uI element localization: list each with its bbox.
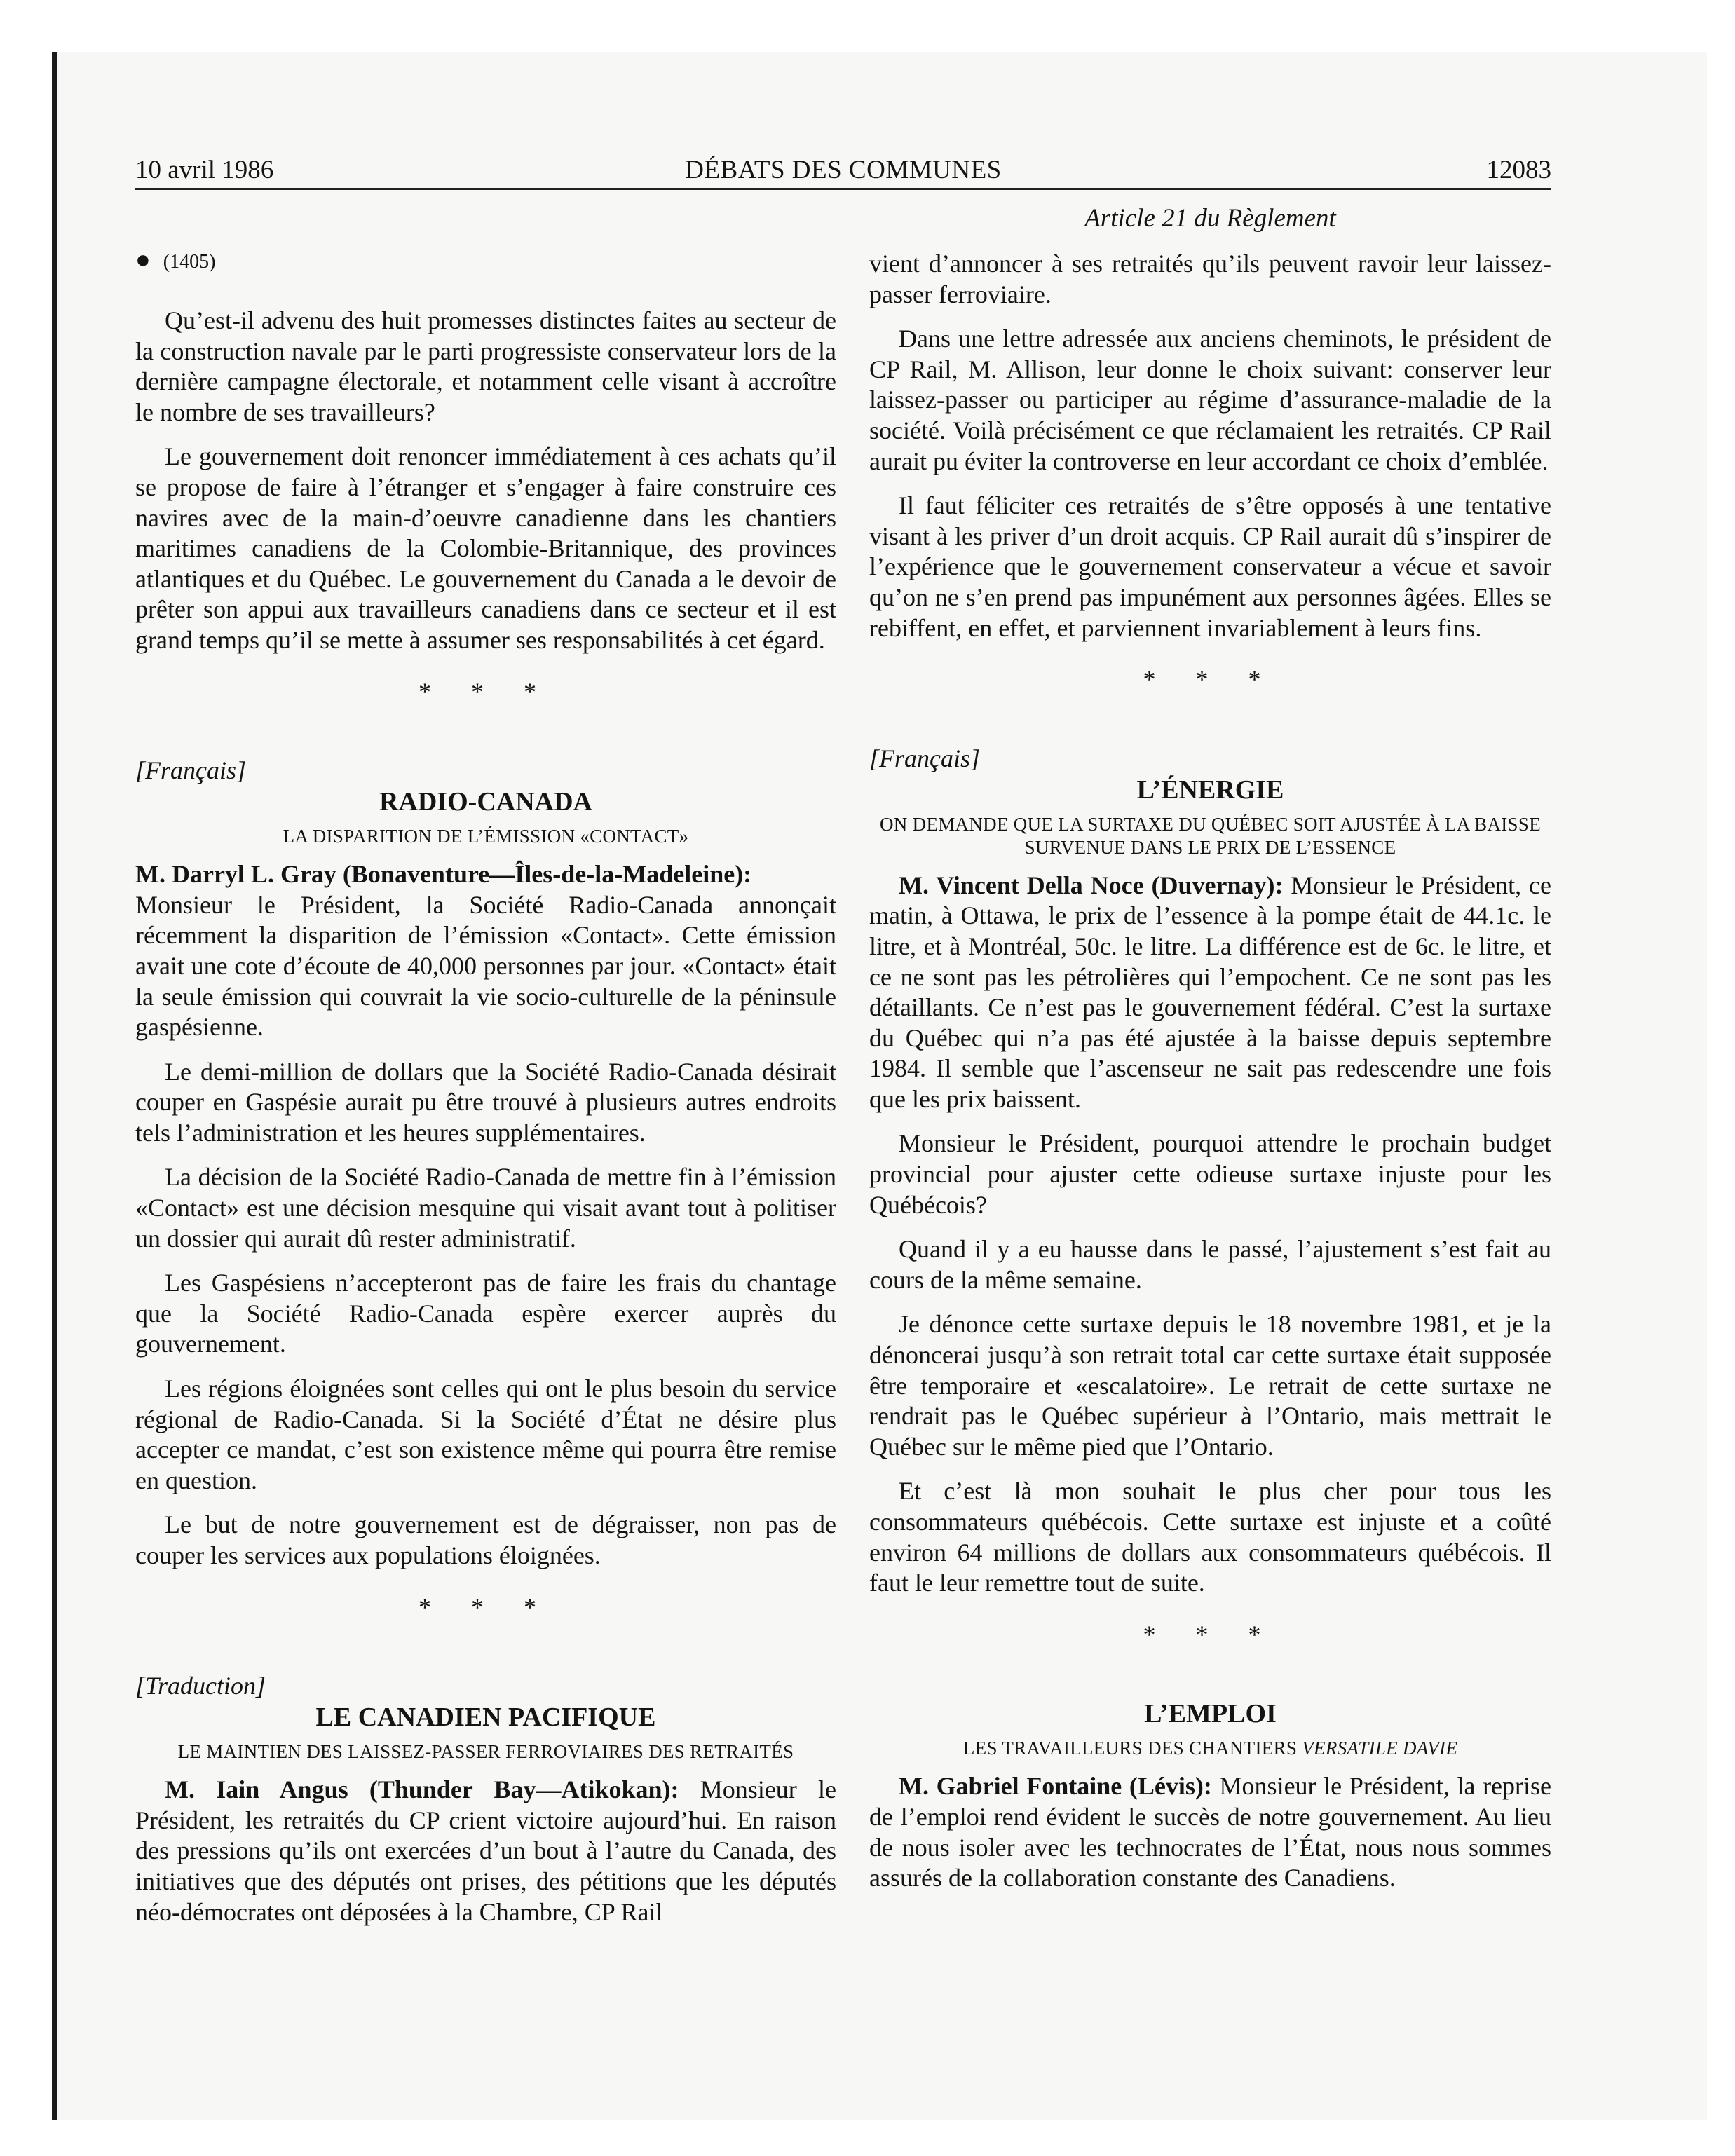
subtitle-text: LES TRAVAILLEURS DES CHANTIERS xyxy=(962,1738,1302,1759)
paragraph: Les régions éloignées sont celles qui ont le plus besoin du service régional de Radio-Canada. Si la Société d’État ne désire plus accepter ce mandat, c’est son existence même qui pourra être remise en question. xyxy=(135,1374,836,1494)
page-header xyxy=(135,153,1551,190)
speech-text: Monsieur le Président, la reprise de l’emploi rend évident le succès de notre gouvernement. Au lieu de nous isoler avec les technocrates de l’État, nous nous sommes assurés de la collaboration constante des Canadiens. xyxy=(869,1772,1552,1892)
section-separator: * * * xyxy=(1143,665,1278,694)
speaker-name: M. Iain Angus (Thunder Bay—Atikokan): xyxy=(165,1775,679,1804)
bullet-icon: ● xyxy=(135,245,151,273)
section-subtitle: LA DISPARITION DE L’ÉMISSION «CONTACT» xyxy=(283,826,689,847)
speech-paragraph xyxy=(869,1771,1551,1893)
section-title: L’EMPLOI xyxy=(1144,1699,1277,1729)
paragraph: Qu’est-il advenu des huit promesses distinctes faites au secteur de la construction navale par le parti progressiste conservateur lors de la dernière campagne électorale, et notamment celle visant à accroître le nombre de ses travailleurs? xyxy=(135,306,836,426)
timestamp xyxy=(135,245,836,276)
header-date: 10 avril 1986 xyxy=(135,156,274,184)
speech-text: Monsieur le Président, les retraités du CP crient victoire aujourd’hui. En raison des pressions qu’ils ont exercées d’un bout à l’autre du Canada, des initiatives que des députés ont prises, des pétitions que les députés néo-démocrates ont déposées à la Chambre, CP Rail xyxy=(135,1775,837,1926)
speech-paragraph xyxy=(135,1775,836,1928)
section-separator: * * * xyxy=(419,677,553,706)
timestamp-text: (1405) xyxy=(163,251,216,273)
section-title: LE CANADIEN PACIFIQUE xyxy=(315,1703,656,1733)
section-subtitle: ON DEMANDE QUE LA SURTAXE DU QUÉBEC SOIT AJUSTÉE À LA BAISSE SURVENUE DANS LE PRIX DE L’ESSENCE xyxy=(880,813,1541,858)
standing-order-label: Article 21 du Règlement xyxy=(1084,204,1336,233)
section-separator: * * * xyxy=(1143,1620,1278,1649)
paragraph: Quand il y a eu hausse dans le passé, l’ajustement s’est fait au cours de la même semaine. xyxy=(869,1235,1551,1294)
section-subtitle: LE MAINTIEN DES LAISSEZ-PASSER FERROVIAIRES DES RETRAITÉS xyxy=(177,1741,794,1763)
paragraph: Il faut féliciter ces retraités de s’être opposés à une tentative visant à les priver d’un droit acquis. CP Rail aurait dû s’inspirer de l’expérience que le gouvernement conservateur a vécue et savoir qu’on ne s’en prend pas impunément aux personnes âgées. Elles se rebiffent, en effet, et parviennent invariablement à leurs fins. xyxy=(869,491,1551,642)
paragraph: Et c’est là mon souhait le plus cher pour tous les consommateurs québécois. Cette surtaxe est injuste et a coûté environ 64 millions de dollars aux consommateurs québécois. Il faut le leur remettre tout de suite. xyxy=(869,1477,1551,1597)
speaker-name: M. Vincent Della Noce (Duvernay): xyxy=(899,871,1284,899)
section-title: L’ÉNERGIE xyxy=(1136,775,1284,805)
paragraph: Le but de notre gouvernement est de dégraisser, non pas de couper les services aux populations éloignées. xyxy=(135,1510,836,1569)
scan-edge-bar xyxy=(52,52,57,2120)
speaker-name: M. Darryl L. Gray (Bonaventure—Îles-de-la-Madeleine): xyxy=(135,860,752,889)
paragraph: Je dénonce cette surtaxe depuis le 18 novembre 1981, et je la dénoncerai jusqu’à son retrait total car cette surtaxe était supposée être temporaire et «escalatoire». Le retrait de cette surtaxe ne rendrait pas le Québec supérieur à l’Ontario, mais mettrait le Québec sur le même pied que l’Ontario. xyxy=(869,1310,1551,1461)
speech-paragraph xyxy=(869,871,1551,1115)
section-separator: * * * xyxy=(419,1592,553,1621)
company-name: VERSATILE DAVIE xyxy=(1302,1738,1458,1759)
speech-text: Monsieur le Président, la Société Radio-Canada annonçait récemment la disparition de l’émission «Contact». Cette émission avait une cote d’écoute de 40,000 personnes par jour. «Contact» était la seule émission qui couvrait la vie socio-culturelle de la péninsule gaspésienne. xyxy=(135,890,836,1042)
section-title: RADIO-CANADA xyxy=(379,787,592,817)
language-tag: [Traduction] xyxy=(135,1672,266,1700)
left-column xyxy=(135,245,836,1942)
paragraph: Dans une lettre adressée aux anciens cheminots, le président de CP Rail, M. Allison, leur donne le choix suivant: conserver leur laissez-passer ou participer au régime d’assurance-maladie de la société. Voilà précisément ce que réclamaient les retraités. CP Rail aurait pu éviter la controverse en leur accordant ce choix d’emblée. xyxy=(869,325,1551,475)
speech-paragraph xyxy=(135,859,836,1043)
page-number: 12083 xyxy=(1486,156,1551,184)
paragraph: Le gouvernement doit renoncer immédiatement à ces achats qu’il se propose de faire à l’étranger et s’engager à faire construire ces navires avec de la main-d’oeuvre canadienne dans les chantiers maritimes canadiens de la Colombie-Britannique, des provinces atlantiques et du Québec. Le gouvernement du Canada a le devoir de prêter son appui aux travailleurs canadiens dans ce secteur et il est grand temps qu’il se mette à assumer ses responsabilités à cet égard. xyxy=(135,442,836,654)
paragraph: La décision de la Société Radio-Canada de mettre fin à l’émission «Contact» est une décision mesquine qui visait avant tout à politiser un dossier qui aurait dû rester administratif. xyxy=(135,1163,836,1253)
right-column xyxy=(869,249,1551,1908)
section-subtitle xyxy=(869,1737,1551,1760)
language-tag: [Français] xyxy=(135,756,247,785)
paragraph: Le demi-million de dollars que la Société Radio-Canada désirait couper en Gaspésie aurait pu être trouvé à plusieurs autres endroits tels l’administration et les heures supplémentaires. xyxy=(135,1057,836,1147)
header-title: DÉBATS DES COMMUNES xyxy=(685,156,1002,184)
speaker-name: M. Gabriel Fontaine (Lévis): xyxy=(899,1772,1212,1801)
language-tag: [Français] xyxy=(869,744,981,772)
paragraph: Les Gaspésiens n’accepteront pas de faire les frais du chantage que la Société Radio-Canada espère exercer auprès du gouvernement. xyxy=(135,1269,836,1358)
speech-text: Monsieur le Président, ce matin, à Ottawa, le prix de l’essence à la pompe était de 44.1c. le litre, et à Montréal, 50c. le litre. La différence est de 6c. le litre, et ce ne sont pas les pétrolières qui l’empochent. Ce ne sont pas les détaillants. Ce n’est pas le gouvernement fédéral. C’est la surtaxe du Québec qui n’a pas été ajustée à la baisse depuis septembre 1984. Il semble que l’ascenseur ne sait pas redescendre une fois que les prix baissent. xyxy=(869,871,1551,1113)
paragraph: Monsieur le Président, pourquoi attendre le prochain budget provincial pour ajuster cette odieuse surtaxe injuste pour les Québécois? xyxy=(869,1129,1551,1219)
paragraph: vient d’annoncer à ses retraités qu’ils peuvent ravoir leur laissez-passer ferroviaire. xyxy=(869,250,1551,308)
